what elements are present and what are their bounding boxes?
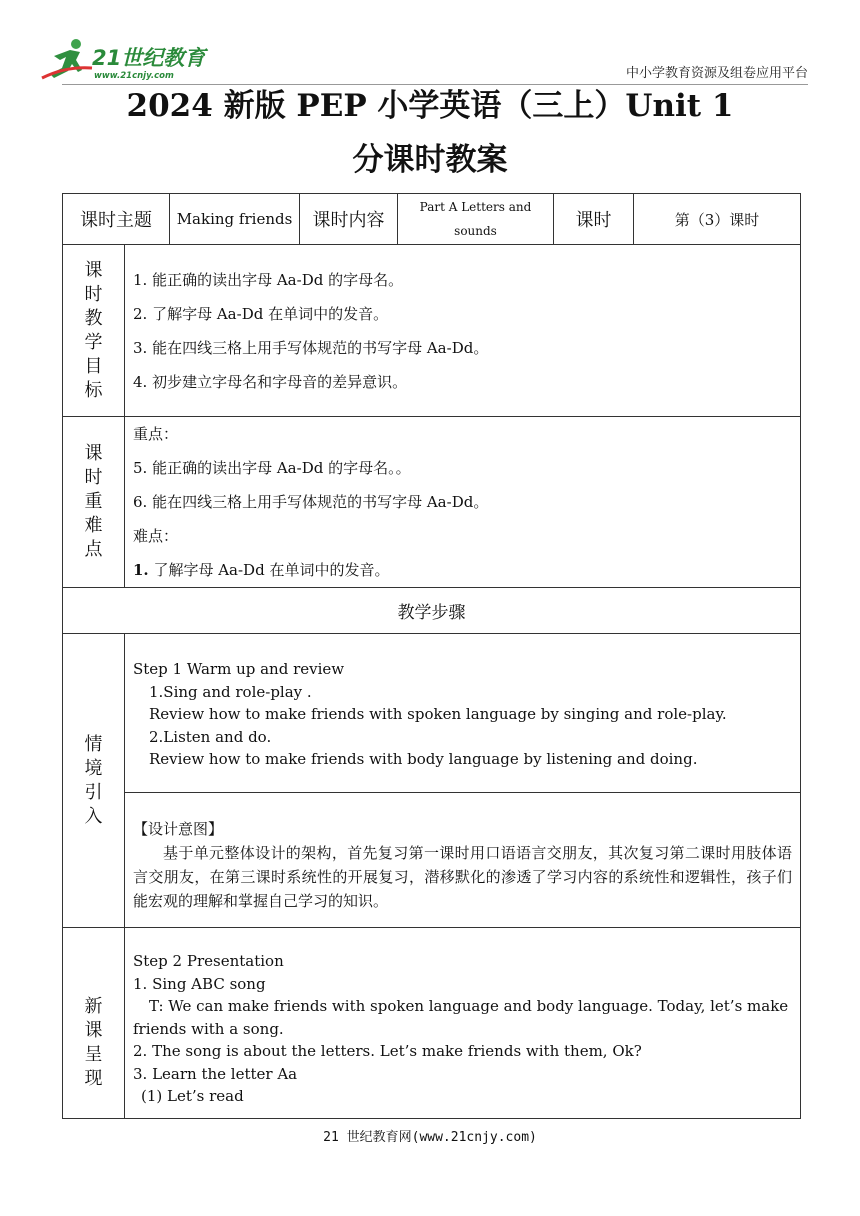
step-item: 2.Listen and do.	[149, 727, 272, 746]
goal-item: 3. 能在四线三格上用手写体规范的书写字母 Aa-Dd。	[133, 338, 489, 357]
situation-label: 情 境 引 入	[63, 634, 125, 928]
goal-item: 4. 初步建立字母名和字母音的差异意识。	[133, 372, 408, 391]
document-subtitle: 分课时教案	[352, 142, 508, 178]
step-item: 1. Sing ABC song	[133, 974, 266, 993]
design-text: 基于单元整体设计的架构，首先复习第一课时用口语语言交朋友，其次复习第二课时用肢体语言交朋友，在第三课时系统性的开展复习，潜移默化的渗透了学习内容的系统性和逻辑性，孩子们能宏观的理解和掌握自己学习的知识。	[133, 844, 792, 910]
info-row	[63, 194, 801, 245]
step-item: 1.Sing and role-play .	[149, 682, 312, 701]
step-desc: Review how to make friends with body language by listening and doing.	[149, 750, 698, 768]
goals-label: 课 时 教 学 目 标	[63, 245, 125, 417]
presentation-step	[125, 928, 801, 1119]
step-item: 2. The song is about the letters. Let’s make friends with them, Ok?	[133, 1042, 642, 1060]
content-label: 课时内容	[300, 194, 398, 245]
key-item: 6. 能在四线三格上用手写体规范的书写字母 Aa-Dd。	[133, 493, 489, 511]
logo-url: www.21cnjy.com	[94, 71, 174, 81]
step-title: Step 2 Presentation	[133, 952, 284, 970]
difficult-item: 1. 了解字母 Aa-Dd 在单词中的发音。	[133, 561, 390, 579]
key-item: 5. 能正确的读出字母 Aa-Dd 的字母名。。	[133, 459, 411, 477]
platform-name: 中小学教育资源及组卷应用平台	[625, 66, 808, 81]
situation-design-row	[63, 793, 801, 928]
logo	[40, 38, 210, 84]
goals-row	[63, 245, 801, 417]
footer: 21 世纪教育网(www.21cnjy.com)	[323, 1130, 537, 1145]
goal-item: 2. 了解字母 Aa-Dd 在单词中的发音。	[133, 304, 389, 323]
difficult-heading: 难点：	[133, 527, 179, 545]
key-points-label: 课 时 重 难 点	[63, 417, 125, 588]
step-desc: Review how to make friends with spoken language by singing and role-play.	[149, 705, 727, 723]
key-heading: 重点：	[133, 425, 179, 443]
design-intent	[125, 793, 801, 928]
document-title: 2024 新版 PEP 小学英语（三上）Unit 1	[126, 88, 734, 124]
content-value: Part A Letters and sounds	[398, 194, 554, 245]
header-divider	[62, 84, 808, 85]
lesson-plan-table	[62, 193, 801, 1119]
steps-heading-row	[63, 588, 801, 634]
goals-content	[125, 245, 801, 417]
goal-item: 1. 能正确的读出字母 Aa-Dd 的字母名。	[133, 270, 404, 289]
steps-heading: 教学步骤	[63, 588, 801, 634]
presentation-label: 新 课 呈 现	[63, 928, 125, 1119]
logo-text: 21世纪教育	[92, 46, 206, 70]
step-desc: T: We can make friends with spoken language and body language. Today, let’s make friends with a song.	[133, 997, 789, 1038]
runner-logo-icon	[42, 39, 92, 78]
design-heading: 【设计意图】	[133, 820, 224, 838]
step-title: Step 1 Warm up and review	[133, 660, 345, 678]
situation-step-row	[63, 634, 801, 793]
step-subitem: (1) Let’s read	[141, 1087, 244, 1105]
step-item: 3. Learn the letter Aa	[133, 1064, 298, 1083]
topic-value: Making friends	[170, 194, 300, 245]
key-points-row	[63, 417, 801, 588]
key-points-content	[125, 417, 801, 588]
presentation-row	[63, 928, 801, 1119]
period-label: 课时	[554, 194, 634, 245]
situation-step	[125, 634, 801, 793]
period-value: 第（3）课时	[634, 194, 801, 245]
topic-label: 课时主题	[63, 194, 170, 245]
